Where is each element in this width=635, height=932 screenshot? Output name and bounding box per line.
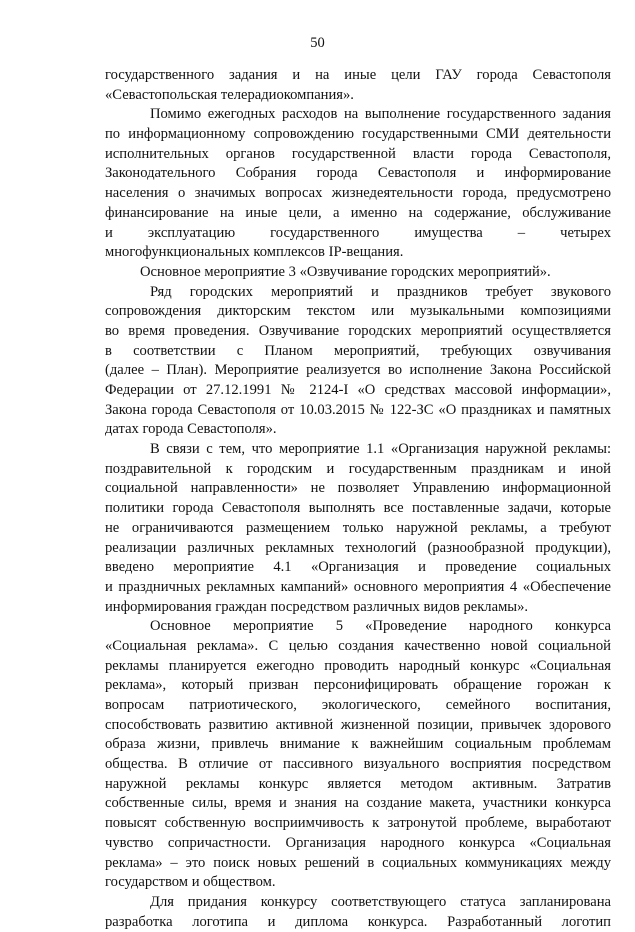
text-line: вопросам патриотического, экологического, семейного воспитания, bbox=[105, 697, 611, 713]
text-line: наружной рекламы конкурс является методом активным. Затратив bbox=[105, 775, 611, 792]
text-line: чувство сопричастности. Организация народного конкурса «Социальная bbox=[105, 834, 611, 851]
section-heading-line: Основное мероприятие 3 «Озвучивание городских мероприятий». bbox=[140, 263, 551, 280]
text-line: информирования граждан посредством различных видов рекламы». bbox=[105, 598, 529, 615]
text-line: политики города Севастополя выполнять все поставленные задачи, которые bbox=[105, 500, 611, 517]
text-line: и праздничных рекламных кампаний» основного мероприятия 4 «Обеспечение bbox=[105, 578, 611, 595]
text-line: В связи с тем, что мероприятие 1.1 «Организация наружной рекламы: bbox=[150, 441, 611, 458]
text-line: образа жизни, привлечь внимание к важнейшим социальным проблемам bbox=[105, 736, 611, 753]
text-line: реклама» – это поиск новых решений в социальных коммуникациях между bbox=[105, 854, 611, 871]
text-line: Основное мероприятие 5 «Проведение народного конкурса bbox=[150, 618, 611, 635]
text-line: государством и обществом. bbox=[105, 874, 276, 891]
text-line: датах города Севастополя». bbox=[105, 421, 277, 438]
text-line: Помимо ежегодных расходов на выполнение государственного задания bbox=[150, 106, 611, 123]
text-line: поздравительной к городским и государственным праздникам и иной bbox=[105, 460, 611, 477]
text-line: социальной направленности» не позволяет Управлению информационной bbox=[105, 480, 611, 497]
page-number: 50 bbox=[310, 35, 325, 51]
text-line: финансирование на иные цели, а именно на содержание, обслуживание bbox=[105, 204, 611, 221]
text-line: повысят собственную восприимчивость к затронутой проблеме, выработают bbox=[105, 815, 611, 832]
text-line: способствовать развитию активной жизненной позиции, привычек здорового bbox=[105, 716, 611, 733]
text-line: разработка логотипа и диплома конкурса. Разработанный логотип bbox=[105, 913, 611, 930]
text-line: исполнительных органов государственной власти города Севастополя, bbox=[105, 145, 611, 162]
text-line: по информационному сопровождению государственными СМИ деятельности bbox=[105, 126, 611, 143]
text-line: в соответствии с Планом мероприятий, требующих озвучивания bbox=[105, 342, 611, 359]
text-line: реализации различных рекламных технологий (разнообразной продукции), bbox=[105, 539, 611, 556]
text-line: рекламы планируется ежегодно проводить народный конкурс «Социальная bbox=[105, 657, 611, 674]
text-line: не ограничиваются размещением только наружной рекламы, а требуют bbox=[105, 519, 611, 536]
text-line: многофункциональных комплексов IP-вещания. bbox=[105, 244, 404, 261]
text-line: Закона города Севастополя от 10.03.2015 № 122-ЗС «О праздниках и памятных bbox=[105, 401, 611, 418]
text-line: Ряд городских мероприятий и праздников требует звукового bbox=[150, 283, 611, 300]
document-body bbox=[105, 66, 611, 932]
text-line: государственного задания и на иные цели ГАУ города Севастополя bbox=[105, 67, 611, 83]
text-line: реклама», который призван персонифицировать обращение горожан к bbox=[105, 677, 611, 694]
text-line: населения о значимых вопросах жизнедеятельности города, предусмотрено bbox=[105, 185, 611, 202]
text-line: (далее – План). Мероприятие реализуется во исполнение Закона Российской bbox=[105, 362, 611, 379]
text-line: собственные силы, время и знания на создание макета, участники конкурса bbox=[105, 795, 611, 812]
text-line: «Севастопольская телерадиокомпания». bbox=[105, 86, 354, 103]
text-line: Для придания конкурсу соответствующего статуса запланирована bbox=[150, 893, 611, 910]
text-line: введено мероприятие 4.1 «Организация и проведение социальных bbox=[105, 559, 611, 576]
text-line: во время проведения. Озвучивание городских мероприятий осуществляется bbox=[105, 322, 611, 339]
text-line: Федерации от 27.12.1991 № 2124-I «О средствах массовой информации», bbox=[105, 382, 611, 398]
text-line: «Социальная реклама». С целью создания качественно новой социальной bbox=[105, 637, 611, 654]
text-line: Законодательного Собрания города Севастополя и информирование bbox=[105, 165, 611, 182]
text-line: сопровождения дикторским текстом или музыкальными композициями bbox=[105, 303, 611, 320]
text-line: и эксплуатацию государственного имущества – четырех bbox=[105, 224, 611, 241]
text-line: общества. В отличие от пассивного визуального восприятия посредством bbox=[105, 756, 611, 773]
